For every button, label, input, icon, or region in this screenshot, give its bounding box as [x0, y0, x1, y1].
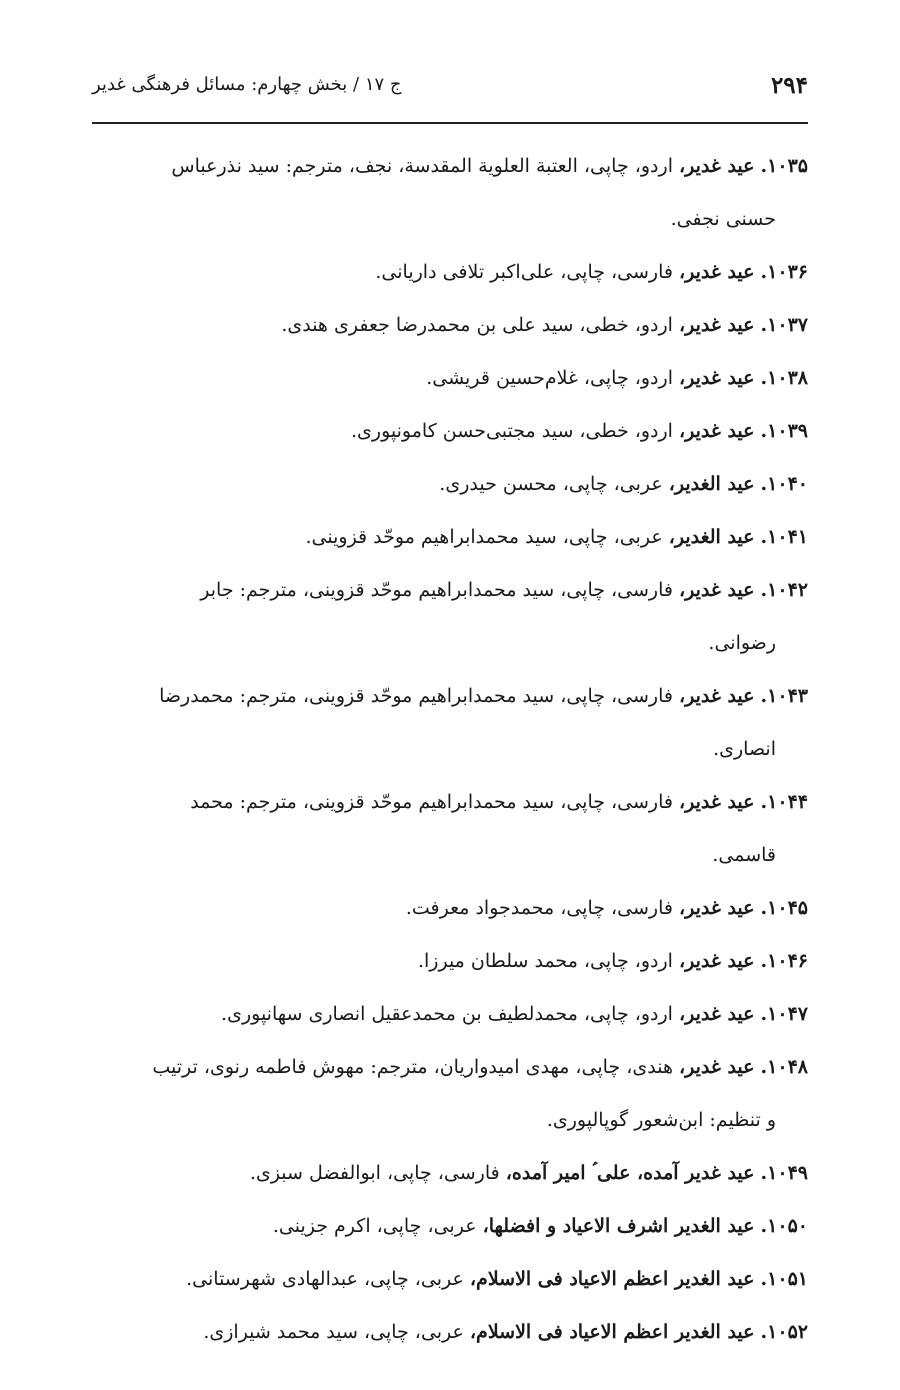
- entry-number: ۱۰۴۸.: [760, 1056, 808, 1078]
- entry-line: [92, 511, 808, 564]
- entry-continuation: قاسمی.: [712, 844, 776, 866]
- entry-line: [92, 1253, 808, 1306]
- entry-title: عید الغدیر اعظم الاعیاد فی الاسلام،: [469, 1321, 755, 1343]
- bibliography-entry: [92, 246, 808, 299]
- entry-line: [92, 1306, 808, 1359]
- entry-details: فارسی، چاپی، سید محمدابراهیم موحّد قزوینی، مترجم: محمد: [190, 791, 680, 813]
- entry-details: اردو، خطی، سید علی بن محمدرضا جعفری هندی.: [281, 314, 680, 336]
- bibliography-list: [92, 140, 808, 1359]
- bibliography-entry: [92, 405, 808, 458]
- entry-continuation: رضوانی.: [708, 632, 776, 654]
- entry-details: اردو، چاپی، غلام‌حسین قریشی.: [426, 367, 680, 389]
- entry-details: اردو، چاپی، محمدلطیف بن محمدعقیل انصاری سهانپوری.: [221, 1003, 680, 1025]
- entry-line: [92, 882, 808, 935]
- entry-title: عید الغدیر،: [668, 526, 755, 548]
- bibliography-entry: [92, 1200, 808, 1253]
- entry-line: [92, 405, 808, 458]
- entry-number: ۱۰۴۷.: [760, 1003, 808, 1025]
- entry-number: ۱۰۴۶.: [760, 950, 808, 972]
- entry-continuation: و تنظیم: ابن‌شعور گوپالپوری.: [546, 1109, 776, 1131]
- bibliography-entry: [92, 935, 808, 988]
- entry-title: عید غدیر،: [679, 1056, 755, 1078]
- entry-title: عید غدیر،: [679, 420, 755, 442]
- entry-title: عید غدیر،: [679, 897, 755, 919]
- entry-details: عربی، چاپی، محسن حیدری.: [439, 473, 669, 495]
- entry-number: ۱۰۵۰.: [760, 1215, 808, 1237]
- entry-details: اردو، چاپی، العتبة العلویة المقدسة، نجف، مترجم: سید نذرعباس: [171, 155, 680, 177]
- bibliography-entry: [92, 988, 808, 1041]
- page-number: ۲۹۴: [770, 72, 808, 99]
- entry-line: [92, 935, 808, 988]
- entry-line: [92, 299, 808, 352]
- entry-line: [92, 776, 808, 829]
- entry-title: عید غدیر،: [679, 950, 755, 972]
- page-header: [92, 52, 808, 124]
- entry-line: [92, 1041, 808, 1094]
- entry-number: ۱۰۵۱.: [760, 1268, 808, 1290]
- entry-title: عید الغدیر اعظم الاعیاد فی الاسلام،: [469, 1268, 755, 1290]
- entry-details: عربی، چاپی، سید محمدابراهیم موحّد قزوینی.: [305, 526, 669, 548]
- entry-line: [92, 352, 808, 405]
- bibliography-entry: [92, 1253, 808, 1306]
- entry-details: فارسی، چاپی، علی‌اکبر تلافی داریانی.: [375, 261, 680, 283]
- entry-details: فارسی، چاپی، سید محمدابراهیم موحّد قزوینی، مترجم: محمدرضا: [159, 685, 680, 707]
- entry-details: فارسی، چاپی، سید محمدابراهیم موحّد قزوینی، مترجم: جابر: [200, 579, 680, 601]
- entry-title: عید غدیر،: [679, 367, 755, 389]
- entry-title: عید غدیر،: [679, 1003, 755, 1025]
- entry-number: ۱۰۳۵.: [760, 155, 808, 177]
- bibliography-entry: [92, 882, 808, 935]
- entry-details: اردو، چاپی، محمد سلطان میرزا.: [417, 950, 680, 972]
- entry-number: ۱۰۴۴.: [760, 791, 808, 813]
- bibliography-entry: [92, 299, 808, 352]
- bibliography-entry: [92, 352, 808, 405]
- entry-number: ۱۰۴۱.: [760, 526, 808, 548]
- entry-details: فارسی، چاپی، ابوالفضل سبزی.: [249, 1162, 506, 1184]
- entry-number: ۱۰۳۸.: [760, 367, 808, 389]
- entry-title: عید غدیر،: [679, 155, 755, 177]
- entry-number: ۱۰۳۹.: [760, 420, 808, 442]
- bibliography-entry: [92, 1041, 808, 1147]
- entry-details: عربی، چاپی، عبدالهادی شهرستانی.: [186, 1268, 470, 1290]
- bibliography-entry: [92, 458, 808, 511]
- entry-title: عید غدیر،: [679, 579, 755, 601]
- bibliography-entry: [92, 1306, 808, 1359]
- entry-line: [92, 1200, 808, 1253]
- entry-number: ۱۰۴۹.: [760, 1162, 808, 1184]
- entry-number: ۱۰۴۳.: [760, 685, 808, 707]
- entry-number: ۱۰۵۲.: [760, 1321, 808, 1343]
- entry-number: ۱۰۴۲.: [760, 579, 808, 601]
- entry-details: عربی، چاپی، اکرم جزینی.: [272, 1215, 483, 1237]
- bibliography-entry: [92, 140, 808, 246]
- entry-number: ۱۰۳۷.: [760, 314, 808, 336]
- bibliography-entry: [92, 670, 808, 776]
- entry-line: [92, 670, 808, 723]
- entry-title: عید غدیر،: [679, 261, 755, 283]
- entry-title: عید الغدیر،: [668, 473, 755, 495]
- entry-details: فارسی، چاپی، محمدجواد معرفت.: [405, 897, 680, 919]
- entry-number: ۱۰۳۶.: [760, 261, 808, 283]
- entry-line: [92, 140, 808, 193]
- bibliography-entry: [92, 564, 808, 670]
- entry-continuation: انصاری.: [713, 738, 776, 760]
- bibliography-entry: [92, 511, 808, 564]
- entry-line: [92, 1147, 808, 1200]
- bibliography-entry: [92, 1147, 808, 1200]
- entry-details: عربی، چاپی، سید محمد شیرازی.: [203, 1321, 470, 1343]
- entry-line: [92, 988, 808, 1041]
- entry-line: [92, 246, 808, 299]
- entry-details: هندی، چاپی، مهدی امیدواریان، مترجم: مهوش فاطمه رنوی، ترتیب: [152, 1056, 680, 1078]
- entry-line: [92, 564, 808, 617]
- running-title: ج ۱۷ / بخش چهارم: مسائل فرهنگی غدیر: [92, 74, 402, 95]
- entry-title: عید غدیر،: [679, 685, 755, 707]
- entry-title: عید غدیر آمده، علی ؑ امیر آمده،: [505, 1162, 755, 1184]
- entry-line: [92, 458, 808, 511]
- entry-number: ۱۰۴۵.: [760, 897, 808, 919]
- bibliography-entry: [92, 776, 808, 882]
- entry-continuation: حسنی نجفی.: [670, 208, 776, 230]
- entry-title: عید غدیر،: [679, 314, 755, 336]
- entry-title: عید غدیر،: [679, 791, 755, 813]
- entry-title: عید الغدیر اشرف الاعیاد و افضلها،: [482, 1215, 755, 1237]
- entry-details: اردو، خطی، سید مجتبی‌حسن کامونپوری.: [351, 420, 680, 442]
- entry-number: ۱۰۴۰.: [760, 473, 808, 495]
